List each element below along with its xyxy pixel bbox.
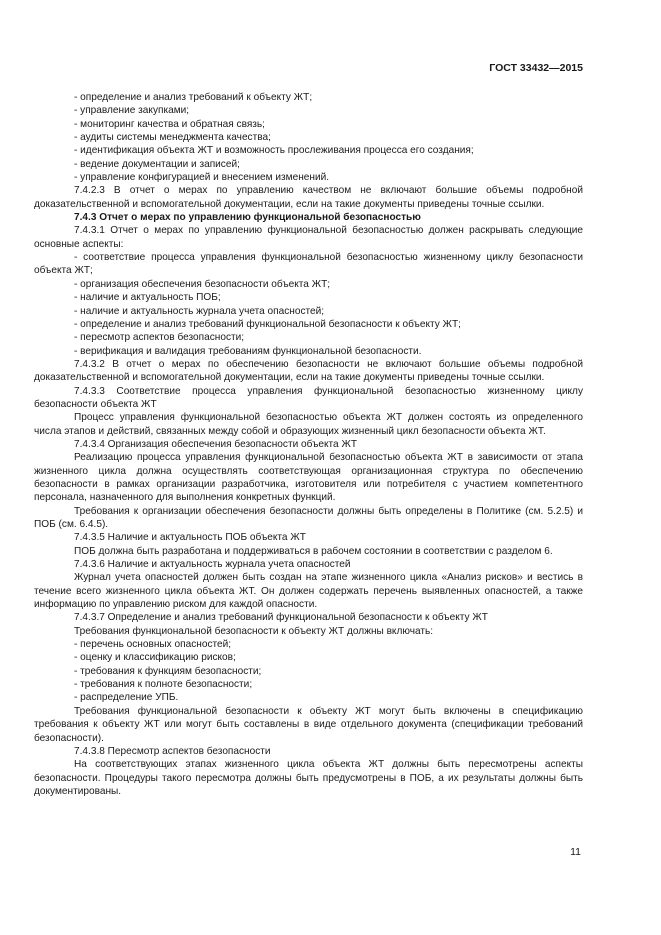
paragraph: - соответствие процесса управления функциональной безопасностью жизненному циклу безопасности объекта ЖТ; (34, 252, 583, 277)
paragraph: Реализацию процесса управления функциональной безопасностью объекта ЖТ в зависимости от этапа жизненного цикла должна осуществлять соответствующая организационная структура по обеспечению безопасности в рамках организации разработчика, изготовителя или потребителя с участием компетентного персонала, назначенного для выполнения конкретных функций. (34, 452, 583, 504)
document-body (34, 91, 583, 798)
paragraph: 7.4.3.6 Наличие и актуальность журнала учета опасностей (74, 559, 351, 571)
paragraph: - ведение документации и записей; (74, 158, 240, 170)
paragraph: - управление конфигурацией и внесением изменений. (74, 172, 330, 184)
paragraph: - верификация и валидация требованиям функциональной безопасности. (74, 345, 422, 357)
page-number: 11 (570, 846, 581, 858)
paragraph: - аудиты системы менеджмента качества; (74, 132, 271, 144)
paragraph: 7.4.3.2 В отчет о мерах по обеспечению безопасности не включают большие объемы подробной доказательственной и вспомогательной документации, если на такие документы приведены точные ссылки. (34, 358, 583, 384)
paragraph: - требования к полноте безопасности; (74, 679, 253, 691)
paragraph: - пересмотр аспектов безопасности; (74, 332, 245, 344)
paragraph: На соответствующих этапах жизненного цикла объекта ЖТ должны быть пересмотрены аспекты безопасности. Процедуры такого пересмотра должны быть предусмотрены в ПОБ, а их результаты должны быть документированы. (34, 759, 583, 797)
paragraph: - перечень основных опасностей; (74, 639, 232, 651)
paragraph: - организация обеспечения безопасности объекта ЖТ; (74, 278, 331, 290)
paragraph: - оценку и классификацию рисков; (74, 652, 236, 664)
paragraph: - управление закупками; (74, 105, 190, 117)
paragraph: - требования к функциям безопасности; (74, 665, 262, 677)
paragraph: 7.4.3.7 Определение и анализ требований функциональной безопасности к объекту ЖТ (74, 612, 488, 624)
paragraph: - наличие и актуальность ПОБ; (74, 292, 221, 304)
paragraph: - наличие и актуальность журнала учета опасностей; (74, 305, 325, 317)
paragraph: Журнал учета опасностей должен быть создан на этапе жизненного цикла «Анализ рисков» и вестись в течение всего жизненного цикла объекта ЖТ. Он должен содержать перечень выявленных опасностей, а также информацию по управлению риском для каждой опасности. (34, 572, 583, 611)
paragraph: 7.4.3.3 Соответствие процесса управления функциональной безопасностью жизненному циклу безопасности объекта ЖТ (34, 385, 583, 410)
paragraph: - мониторинг качества и обратная связь; (74, 118, 265, 130)
paragraph: Требования к организации обеспечения безопасности должны быть определены в Политике (см. 5.2.5) и ПОБ (см. 6.4.5). (34, 505, 583, 530)
document-header: ГОСТ 33432—2015 (489, 62, 583, 74)
paragraph: Процесс управления функциональной безопасностью объекта ЖТ должен состоять из определенного числа этапов и действий, связанных между собой и образующих жизненный цикл безопасности объекта ЖТ. (34, 412, 583, 437)
paragraph: - определение и анализ требований к объекту ЖТ; (74, 92, 313, 103)
paragraph: ПОБ должна быть разработана и поддерживаться в рабочем состоянии в соответствии с разделом 6. (74, 545, 553, 557)
paragraph: 7.4.3.1 Отчет о мерах по управлению функциональной безопасностью должен раскрывать следующие основные аспекты: (34, 225, 583, 250)
paragraph: 7.4.3.8 Пересмотр аспектов безопасности (74, 745, 271, 757)
paragraph: 7.4.3.5 Наличие и актуальность ПОБ объекта ЖТ (74, 532, 306, 544)
paragraph: 7.4.2.3 В отчет о мерах по управлению качеством не включают большие объемы подробной доказательственной и вспомогательной документации, если на такие документы приведены точные ссылки. (34, 185, 583, 210)
paragraph: 7.4.3.4 Организация обеспечения безопасности объекта ЖТ (74, 438, 358, 450)
paragraph: Требования функциональной безопасности к объекту ЖТ могут быть включены в спецификацию требования к объекту ЖТ или могут быть составлены в виде отдельного документа (спецификации требований безопасности). (34, 705, 583, 744)
section-heading: 7.4.3 Отчет о мерах по управлению функциональной безопасностью (74, 212, 421, 224)
paragraph: Требования функциональной безопасности к объекту ЖТ должны включать: (74, 625, 434, 637)
paragraph: - определение и анализ требований функциональной безопасности к объекту ЖТ; (74, 318, 461, 330)
paragraph: - идентификация объекта ЖТ и возможность прослеживания процесса его создания; (74, 145, 474, 157)
paragraph: - распределение УПБ. (74, 692, 179, 704)
